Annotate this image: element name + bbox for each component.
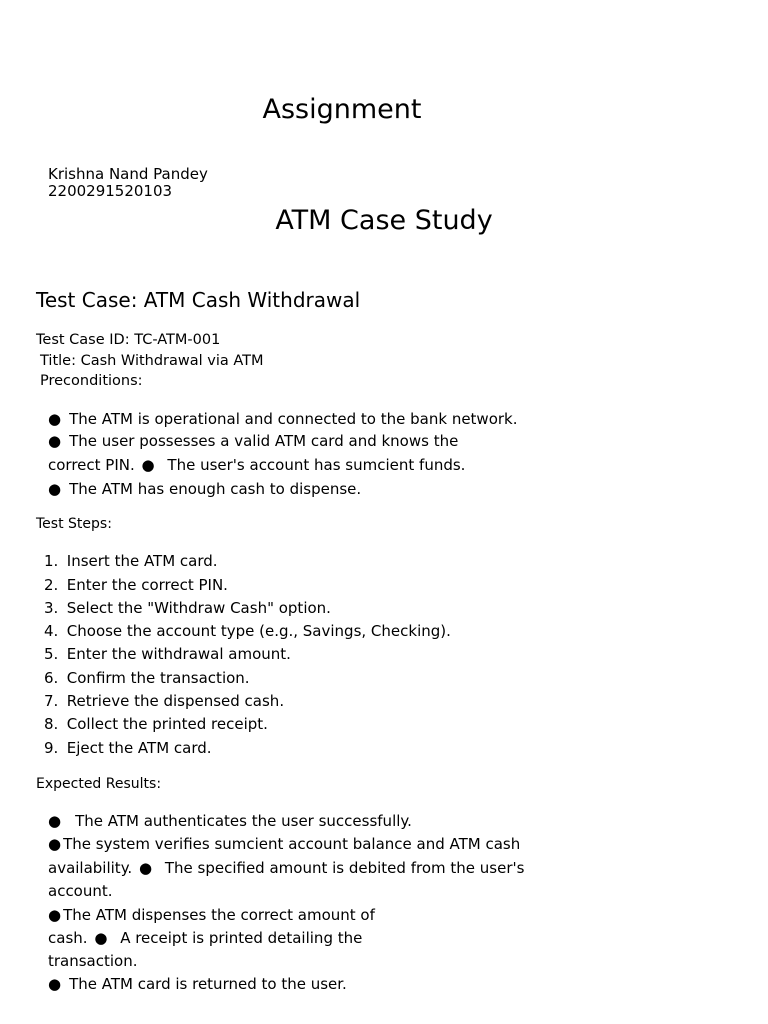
step-item: 4. Choose the account type (e.g., Savings, Checking). — [44, 622, 451, 640]
author-block — [48, 166, 208, 200]
list-item: ● The ATM is operational and connected to the bank network. — [48, 410, 518, 428]
bullet-icon: ● — [48, 432, 62, 450]
test-case-id: Test Case ID: TC-ATM-001 — [36, 332, 221, 348]
step-item: 3. Select the "Withdraw Cash" option. — [44, 599, 331, 617]
step-item: 5. Enter the withdrawal amount. — [44, 645, 291, 663]
bullet-icon: ● — [48, 812, 62, 830]
bullet-icon: ● — [48, 975, 62, 993]
bullet-icon: ● — [94, 929, 108, 947]
bullet-icon: ● — [48, 410, 62, 428]
step-item: 8. Collect the printed receipt. — [44, 715, 268, 733]
list-item: ● The system verifies sumcient account balance and ATM cash — [48, 835, 521, 853]
list-item: account. — [48, 882, 113, 900]
step-item: 6. Confirm the transaction. — [44, 669, 250, 687]
bullet-icon: ● — [48, 906, 62, 924]
document-title: Assignment — [262, 94, 422, 125]
step-item: 9. Eject the ATM card. — [44, 739, 212, 757]
bullet-icon: ● — [141, 456, 155, 474]
document-subtitle: ATM Case Study — [275, 205, 493, 236]
list-item: ● The ATM card is returned to the user. — [48, 975, 347, 993]
section-heading: Test Case: ATM Cash Withdrawal — [36, 288, 361, 312]
bullet-icon: ● — [138, 859, 153, 877]
list-item: ● The ATM has enough cash to dispense. — [48, 480, 362, 498]
list-item: ● The user possesses a valid ATM card and knows the — [48, 432, 459, 450]
bullet-icon: ● — [48, 480, 62, 498]
list-item: transaction. — [48, 952, 138, 970]
author-id: 2200291520103 — [48, 182, 173, 200]
bullet-icon: ● — [48, 835, 62, 853]
list-item: correct PIN. ● The user's account has sumcient funds. — [48, 456, 466, 474]
preconditions-label: Preconditions: — [40, 373, 143, 389]
results-label: Expected Results: — [36, 776, 162, 792]
list-item: ● The ATM dispenses the correct amount of — [48, 906, 375, 924]
list-item: ● The ATM authenticates the user successfully. — [48, 812, 412, 830]
step-item: 7. Retrieve the dispensed cash. — [44, 692, 285, 710]
list-item: cash. ● A receipt is printed detailing the — [48, 929, 363, 947]
author-name: Krishna Nand Pandey — [48, 165, 208, 183]
steps-label: Test Steps: — [36, 516, 112, 532]
step-item: 1. Insert the ATM card. — [44, 552, 218, 570]
test-title: Title: Cash Withdrawal via ATM — [40, 353, 264, 369]
list-item: availability. ● The specified amount is debited from the user's — [48, 859, 525, 877]
step-item: 2. Enter the correct PIN. — [44, 576, 228, 594]
